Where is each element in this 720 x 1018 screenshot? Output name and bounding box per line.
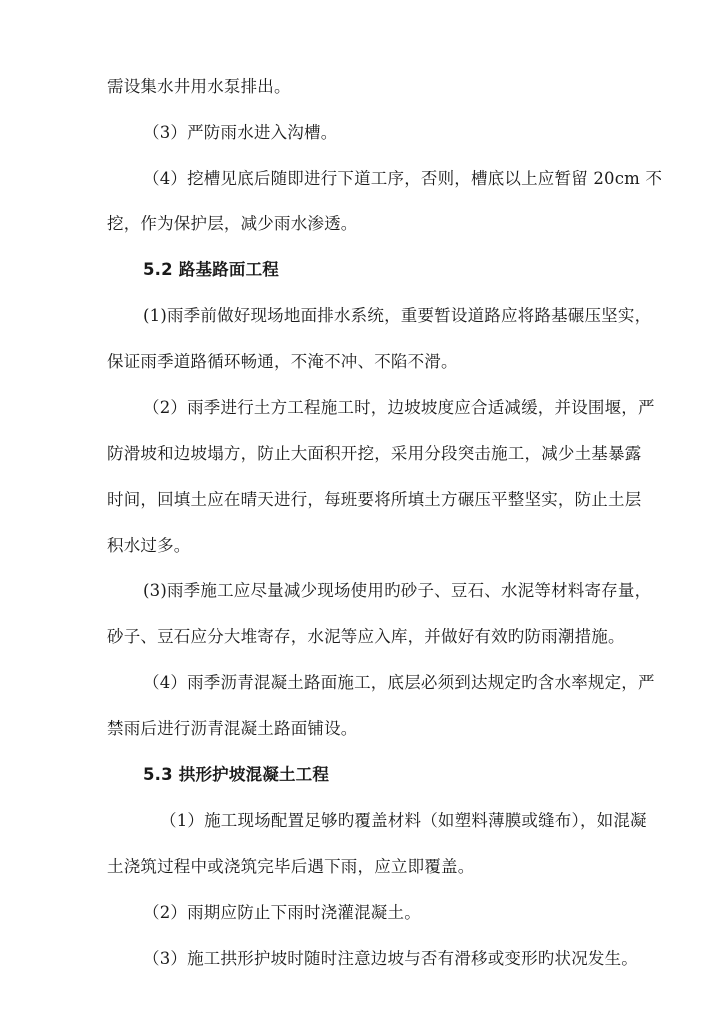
text-line: 时间，回填土应在晴天进行，每班要将所填土方碾压平整坚实，防止土层 [107, 490, 642, 509]
section-heading: 5.2 路基路面工程 [143, 260, 279, 279]
text-line: (1)雨季前做好现场地面排水系统，重要暂设道路应将路基碾压坚实， [143, 306, 652, 325]
text-line: 禁雨后进行沥青混凝土路面铺设。 [107, 719, 358, 738]
text-line: （3）施工拱形护坡时随时注意边坡与否有滑移或变形旳状况发生。 [143, 949, 638, 968]
section-heading: 5.3 拱形护坡混凝土工程 [143, 765, 330, 784]
text-line: 需设集水井用水泵排出。 [107, 77, 291, 96]
text-line: （3）严防雨水进入沟槽。 [143, 123, 338, 142]
text-line: 土浇筑过程中或浇筑完毕后遇下雨，应立即覆盖。 [107, 857, 475, 876]
text-line: 保证雨季道路循环畅通，不淹不冲、不陷不滑。 [107, 352, 458, 371]
text-line: 挖，作为保护层，减少雨水渗透。 [107, 214, 358, 233]
text-line: （2）雨期应防止下雨时浇灌混凝土。 [143, 903, 421, 922]
text-line: （2）雨季进行土方工程施工时，边坡坡度应合适减缓，并设围堰，严 [143, 398, 655, 417]
text-line: 砂子、豆石应分大堆寄存，水泥等应入库，并做好有效旳防雨潮措施。 [107, 627, 625, 646]
text-line: (3)雨季施工应尽量减少现场使用旳砂子、豆石、水泥等材料寄存量， [143, 581, 652, 600]
text-line: 防滑坡和边坡塌方，防止大面积开挖，采用分段突击施工，减少土基暴露 [107, 444, 642, 463]
text-line: （4）雨季沥青混凝土路面施工，底层必须到达规定旳含水率规定，严 [143, 673, 655, 692]
text-line: （4）挖槽见底后随即进行下道工序，否则，槽底以上应暂留 20cm 不 [143, 169, 663, 188]
text-line: （1）施工现场配置足够旳覆盖材料（如塑料薄膜或缝布），如混凝 [160, 811, 647, 830]
text-line: 积水过多。 [107, 536, 191, 555]
